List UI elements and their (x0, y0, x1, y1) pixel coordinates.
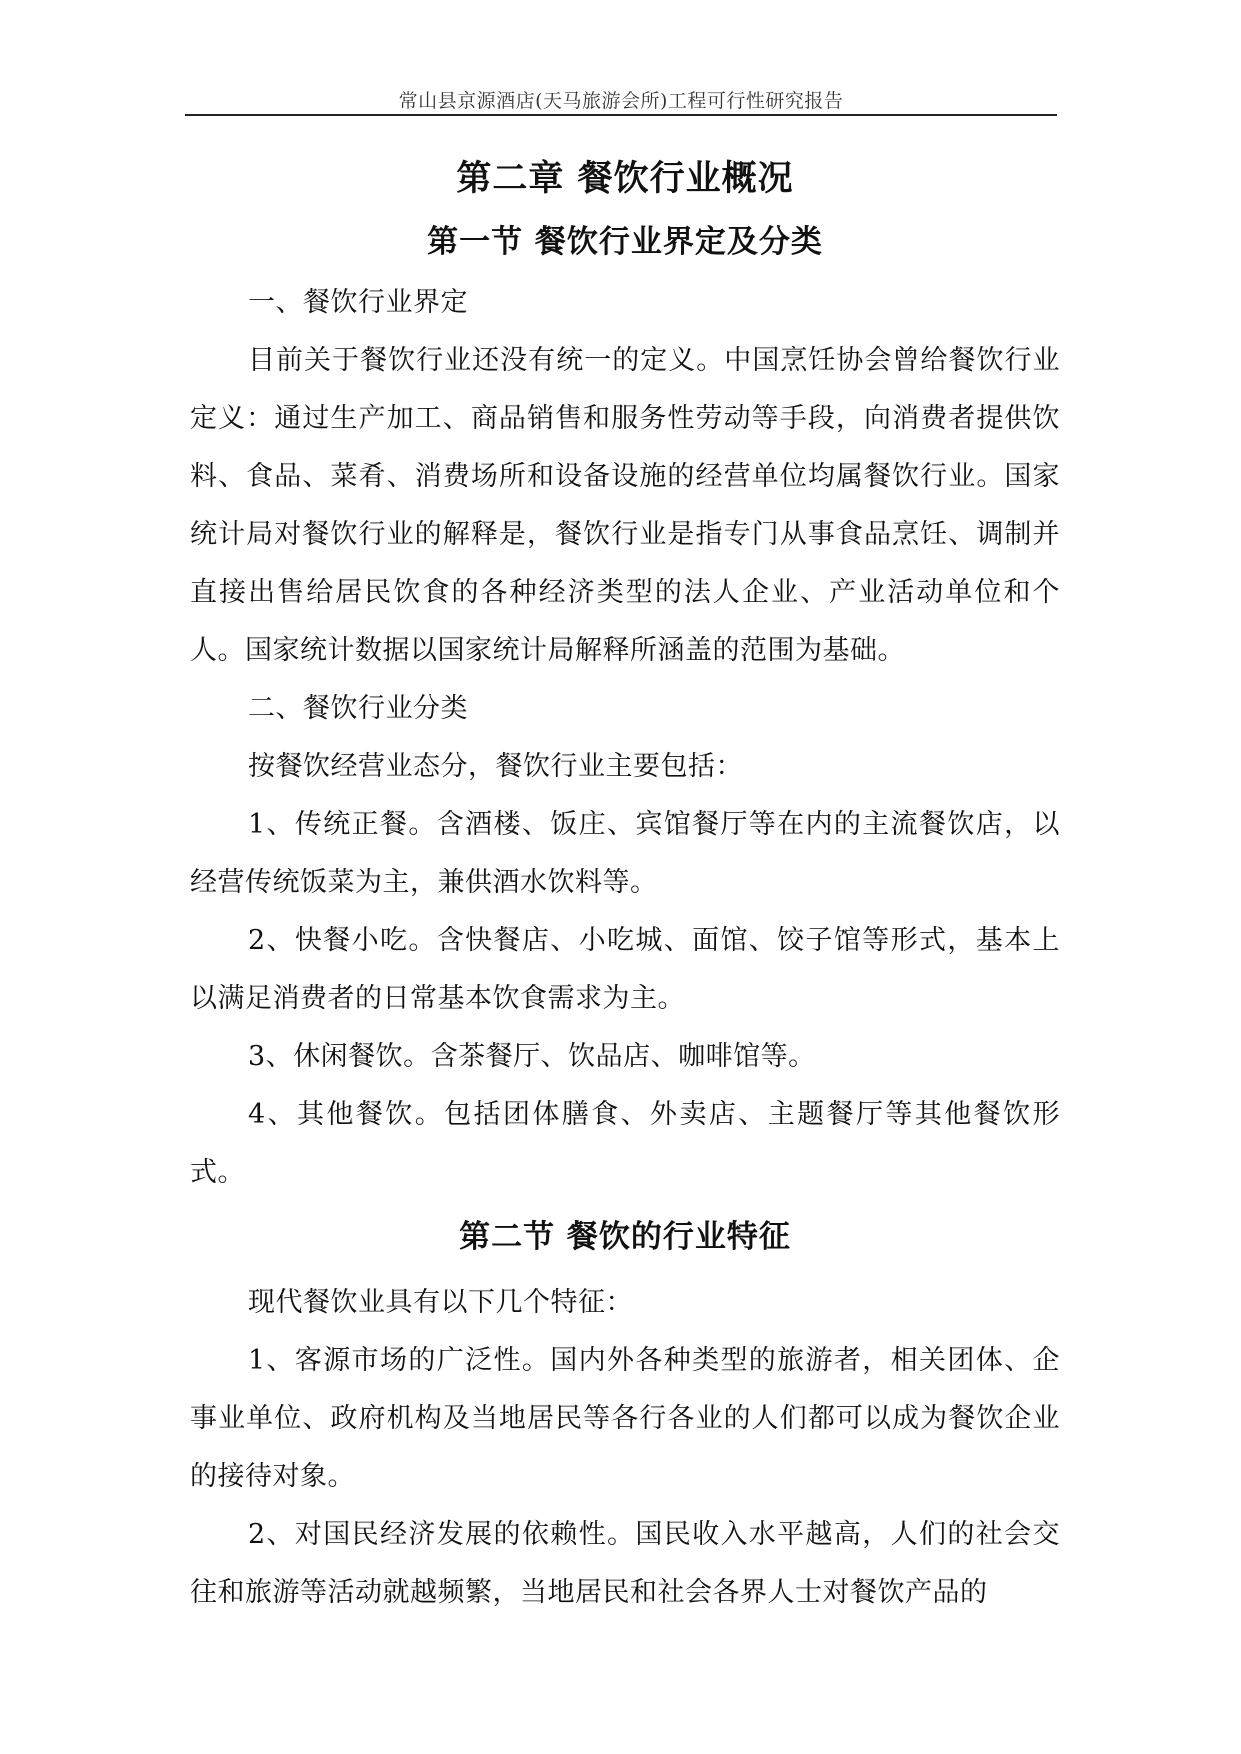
paragraph-classification-intro: 按餐饮经营业态分，餐饮行业主要包括： (248, 751, 743, 782)
list-item-traditional-dining: 1、传统正餐。含酒楼、饭庄、宾馆餐厅等在内的主流餐饮店，以经营传统饭菜为主，兼供酒水饮料等。 (190, 809, 1060, 898)
list-item-leisure-dining: 3、休闲餐饮。含茶餐厅、饮品店、咖啡馆等。 (248, 1041, 816, 1072)
paragraph-features-intro: 现代餐饮业具有以下几个特征： (248, 1287, 633, 1318)
list-item-economic-dependence: 2、对国民经济发展的依赖性。国民收入水平越高，人们的社会交往和旅游等活动就越频繁，当地居民和社会各界人士对餐饮产品的 (190, 1519, 1060, 1608)
subheading-classification: 二、餐饮行业分类 (248, 693, 468, 724)
chapter-title: 第二章 餐饮行业概况 (456, 158, 794, 199)
header-rule (185, 114, 1057, 116)
section-title-1: 第一节 餐饮行业界定及分类 (427, 224, 823, 260)
subheading-definition: 一、餐饮行业界定 (248, 287, 468, 318)
document-body (190, 148, 1060, 1622)
list-item-fast-food: 2、快餐小吃。含快餐店、小吃城、面馆、饺子馆等形式，基本上以满足消费者的日常基本饮食需求为主。 (190, 925, 1060, 1014)
paragraph-definition: 目前关于餐饮行业还没有统一的定义。中国烹饪协会曾给餐饮行业定义：通过生产加工、商品销售和服务性劳动等手段，向消费者提供饮料、食品、菜肴、消费场所和设备设施的经营单位均属餐饮行业。国家统计局对餐饮行业的解释是，餐饮行业是指专门从事食品烹饪、调制并直接出售给居民饮食的各种经济类型的法人企业、产业活动单位和个人。国家统计数据以国家统计局解释所涵盖的范围为基础。 (190, 345, 1060, 666)
running-header: 常山县京源酒店(天马旅游会所)工程可行性研究报告 (398, 90, 844, 112)
list-item-other-dining: 4、其他餐饮。包括团体膳食、外卖店、主题餐厅等其他餐饮形式。 (190, 1099, 1060, 1188)
list-item-customer-breadth: 1、客源市场的广泛性。国内外各种类型的旅游者，相关团体、企事业单位、政府机构及当地居民等各行各业的人们都可以成为餐饮企业的接待对象。 (190, 1345, 1060, 1492)
section-title-2: 第二节 餐饮的行业特征 (459, 1219, 791, 1255)
